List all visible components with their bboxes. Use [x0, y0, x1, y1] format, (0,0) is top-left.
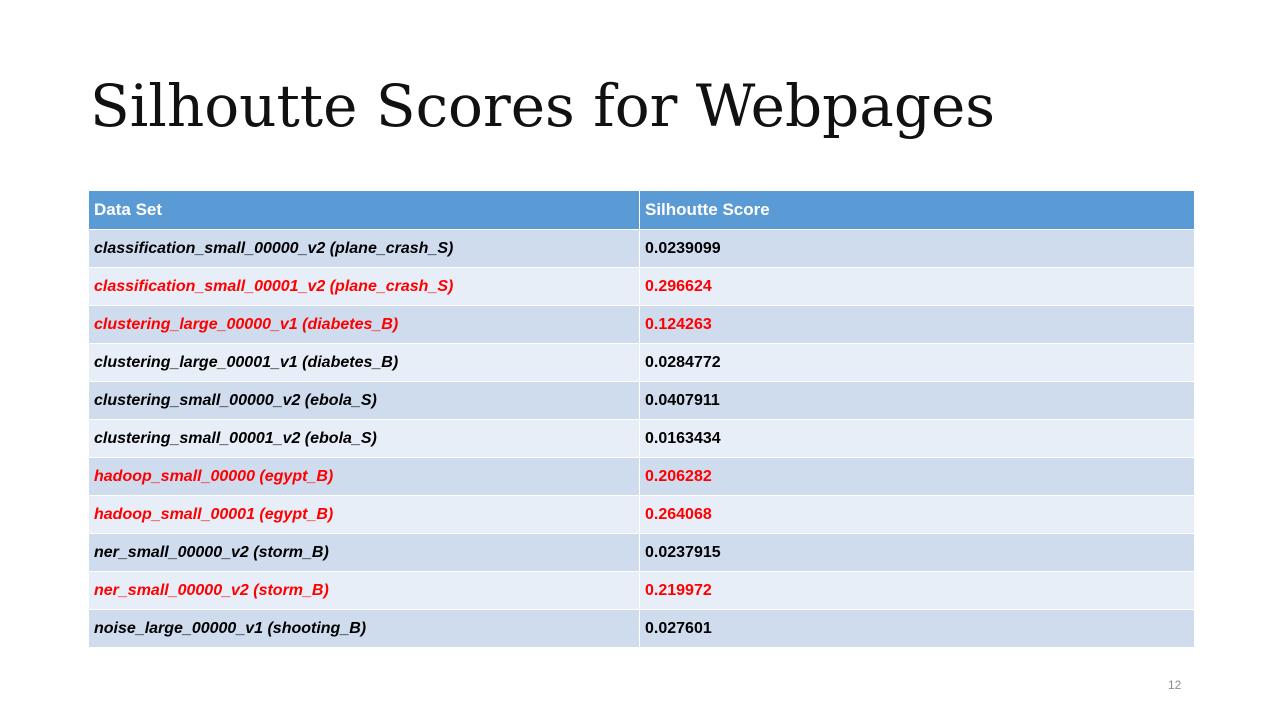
score-cell: 0.206282	[640, 458, 1195, 496]
dataset-cell: clustering_large_00000_v1 (diabetes_B)	[89, 306, 640, 344]
dataset-cell: classification_small_00001_v2 (plane_crash_S)	[89, 268, 640, 306]
score-cell: 0.0407911	[640, 382, 1195, 420]
dataset-cell: hadoop_small_00000 (egypt_B)	[89, 458, 640, 496]
table-row	[89, 534, 1195, 572]
table-row	[89, 572, 1195, 610]
dataset-cell: clustering_large_00001_v1 (diabetes_B)	[89, 344, 640, 382]
score-cell: 0.027601	[640, 610, 1195, 648]
table-row	[89, 496, 1195, 534]
score-cell: 0.0163434	[640, 420, 1195, 458]
score-cell: 0.0239099	[640, 230, 1195, 268]
dataset-cell: ner_small_00000_v2 (storm_B)	[89, 572, 640, 610]
scores-table-container	[88, 190, 1194, 648]
table-row	[89, 306, 1195, 344]
table-header-row	[89, 191, 1195, 230]
score-cell: 0.219972	[640, 572, 1195, 610]
table-row	[89, 382, 1195, 420]
dataset-cell: classification_small_00000_v2 (plane_crash_S)	[89, 230, 640, 268]
table-row	[89, 458, 1195, 496]
page-number: 12	[1168, 678, 1182, 692]
header-data-set: Data Set	[89, 191, 640, 230]
table-row	[89, 268, 1195, 306]
silhouette-scores-table	[88, 190, 1195, 648]
slide-title: Silhoutte Scores for Webpages	[90, 72, 996, 140]
table-row	[89, 344, 1195, 382]
dataset-cell: hadoop_small_00001 (egypt_B)	[89, 496, 640, 534]
score-cell: 0.264068	[640, 496, 1195, 534]
dataset-cell: clustering_small_00000_v2 (ebola_S)	[89, 382, 640, 420]
dataset-cell: clustering_small_00001_v2 (ebola_S)	[89, 420, 640, 458]
score-cell: 0.296624	[640, 268, 1195, 306]
score-cell: 0.124263	[640, 306, 1195, 344]
table-row	[89, 420, 1195, 458]
dataset-cell: ner_small_00000_v2 (storm_B)	[89, 534, 640, 572]
table-row	[89, 230, 1195, 268]
table-row	[89, 610, 1195, 648]
header-silhouette-score: Silhoutte Score	[640, 191, 1195, 230]
dataset-cell: noise_large_00000_v1 (shooting_B)	[89, 610, 640, 648]
score-cell: 0.0237915	[640, 534, 1195, 572]
score-cell: 0.0284772	[640, 344, 1195, 382]
